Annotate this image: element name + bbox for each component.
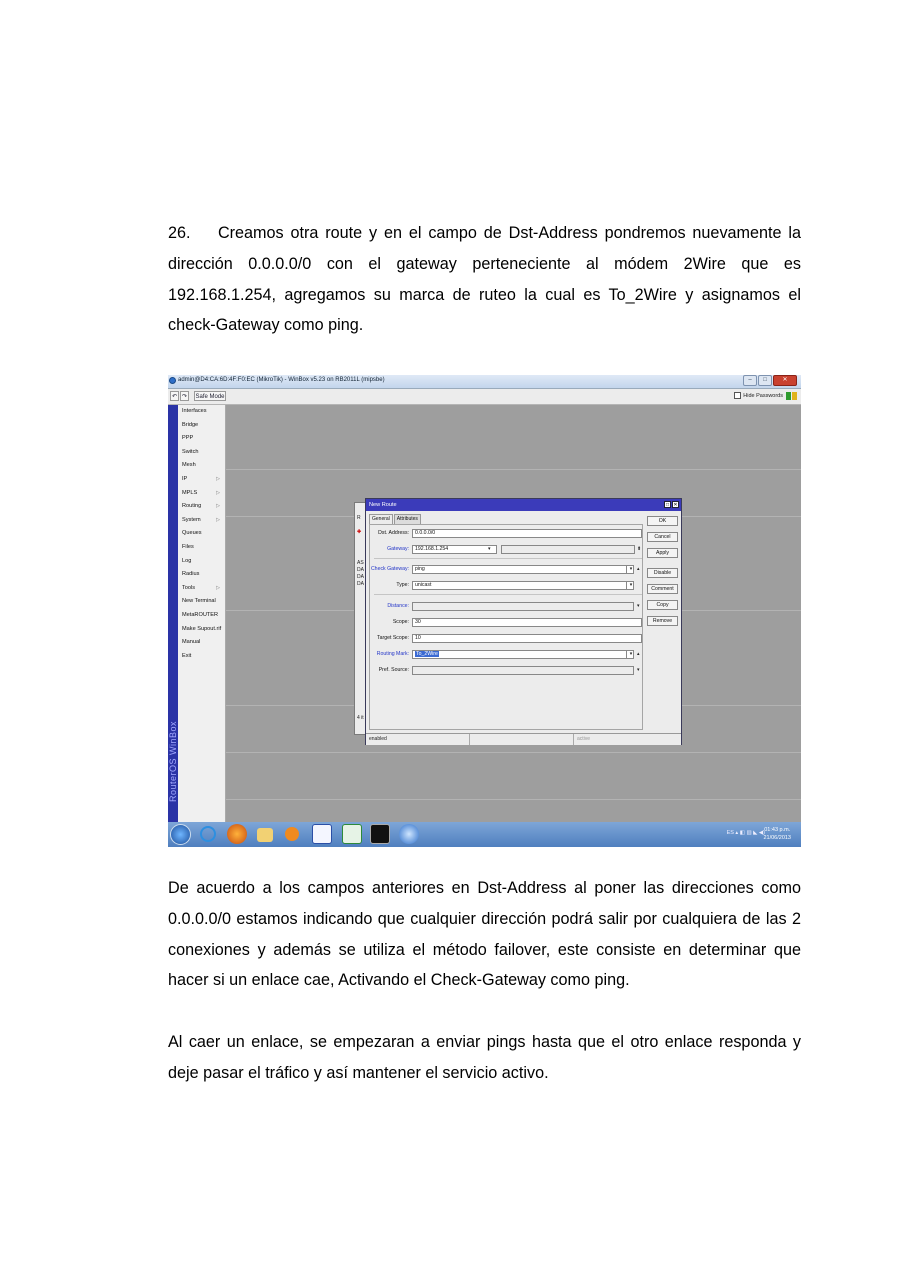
routing-mark-collapse-icon[interactable]: ▴ [637, 651, 640, 657]
dialog-title: New Route [366, 499, 681, 511]
add-icon[interactable]: ✚ [357, 529, 362, 535]
routing-mark-value: To_2Wire [416, 651, 438, 657]
windows-taskbar [168, 822, 801, 847]
menu-item-label: Exit [182, 652, 192, 659]
distance-label: Distance: [387, 603, 409, 609]
gateway-row [370, 545, 644, 554]
close-icon[interactable]: ✕ [773, 375, 797, 386]
menu-item-label: Make Supout.rif [182, 625, 222, 632]
check-gateway-row [370, 565, 644, 574]
new-route-dialog [365, 498, 682, 745]
media-player-icon[interactable] [285, 827, 299, 841]
gateway-sort-icon[interactable]: ⬍ [637, 546, 642, 552]
pref-source-dropdown-icon[interactable]: ▾ [637, 667, 640, 673]
menu-item[interactable] [178, 650, 225, 664]
brand-text: RouterOS WinBox [168, 720, 178, 802]
route-row-flag: DA [357, 567, 364, 573]
dst-address-label: Dst. Address: [378, 530, 409, 536]
remove-button[interactable]: Remove [647, 616, 678, 626]
minimize-icon[interactable]: – [743, 375, 757, 386]
distance-dropdown-icon[interactable]: ▾ [637, 603, 640, 609]
dialog-controls [664, 501, 679, 508]
desktop-divider [226, 799, 801, 800]
menu-item-label: Log [182, 557, 192, 564]
terminal-icon[interactable] [370, 824, 390, 844]
menu-item[interactable] [178, 609, 225, 623]
menu-item-label: Tools [182, 584, 196, 591]
menu-item-label: Files [182, 543, 194, 550]
distance-input[interactable] [412, 602, 634, 611]
undo-icon[interactable]: ↶ [170, 391, 179, 401]
check-gateway-collapse-icon[interactable]: ▴ [637, 566, 640, 572]
winbox-app-icon [169, 377, 176, 384]
type-label: Type: [396, 582, 409, 588]
safe-mode-button[interactable]: Safe Mode [194, 391, 226, 401]
gateway-dropdown-icon[interactable]: ▾ [488, 546, 491, 552]
menu-item[interactable] [178, 595, 225, 609]
check-gateway-label: Check Gateway: [370, 566, 409, 572]
desktop-divider [226, 752, 801, 753]
paragraph-failover: Al caer un enlace, se empezaran a enviar pings hasta que el otro enlace responda y deje pasar el tráfico y así mantener el servicio activo. [168, 1033, 801, 1082]
hide-passwords-checkbox[interactable] [734, 392, 783, 399]
submenu-arrow-icon: ▷ [216, 475, 220, 482]
routeros-brand-bar [168, 405, 178, 822]
target-scope-input[interactable]: 10 [412, 634, 642, 643]
menu-item[interactable] [178, 568, 225, 582]
window-title: admin@D4:CA:6D:4F:F0:EC (MikroTik) - WinBox v5.23 on RB2011L (mipsbe) [178, 377, 385, 383]
menu-item-label: Queues [182, 530, 202, 537]
submenu-arrow-icon: ▷ [216, 584, 220, 591]
menu-item-label: Radius [182, 571, 200, 578]
menu-item[interactable] [178, 636, 225, 650]
hide-passwords-label: Hide Passwords [743, 392, 783, 399]
submenu-arrow-icon: ▷ [216, 516, 220, 523]
routing-mark-select[interactable] [412, 650, 634, 659]
clock-date: 21/06/2013 [763, 835, 791, 841]
status-active: active [577, 736, 591, 742]
type-dropdown-icon[interactable]: ▾ [626, 581, 635, 590]
check-gateway-select[interactable]: ping [412, 565, 634, 574]
routing-mark-row [370, 650, 644, 659]
menu-item-label: Bridge [182, 421, 199, 428]
paragraph-step-26: 26. Creamos otra route y en el campo de Dst-Address pondremos nuevamente la dirección 0.0.0.0/0 con el gateway perteneciente al módem 2Wire que es 192.168.1.254, agregamos su marca de ruteo la cual es To_2Wire y asignamos el check-Gateway como ping. [168, 224, 801, 335]
status-middle [470, 734, 574, 745]
general-tab-panel [369, 524, 643, 730]
menu-item[interactable] [178, 487, 225, 501]
dialog-button-column [647, 516, 678, 632]
menu-item-label: IP [182, 475, 188, 482]
pref-source-row [370, 666, 644, 675]
winbox-screenshot [168, 375, 801, 847]
dialog-tabs [369, 514, 421, 524]
taskbar-clock [763, 826, 791, 842]
word-icon[interactable] [312, 824, 332, 844]
menu-item-label: System [182, 516, 201, 523]
internet-explorer-icon[interactable] [200, 826, 216, 842]
language-indicator: ES [726, 830, 734, 836]
scope-input[interactable]: 30 [412, 618, 642, 627]
menu-item-label: MPLS [182, 489, 198, 496]
menu-item[interactable] [178, 500, 225, 514]
target-scope-row [370, 634, 644, 643]
copy-button[interactable]: Copy [647, 600, 678, 610]
route-list-title-char: R [357, 515, 361, 521]
checkbox-icon[interactable] [734, 392, 741, 399]
menu-item[interactable] [178, 405, 225, 419]
pref-source-input[interactable] [412, 666, 634, 675]
menu-item-label: MetaROUTER [182, 611, 219, 618]
gateway-secondary-input[interactable] [501, 545, 635, 554]
menu-item[interactable] [178, 419, 225, 433]
submenu-arrow-icon: ▷ [216, 503, 220, 510]
start-icon[interactable] [170, 824, 191, 845]
menu-item[interactable] [178, 432, 225, 446]
menu-item-label: PPP [182, 435, 194, 442]
target-scope-label: Target Scope: [376, 635, 409, 641]
dst-address-input[interactable]: 0.0.0.0/0 [412, 529, 642, 538]
section-separator [374, 594, 642, 595]
clock-time: 01:43 p.m. [764, 827, 791, 833]
menu-item-label: Interfaces [182, 408, 207, 414]
menu-item[interactable] [178, 623, 225, 637]
routing-mark-label: Routing Mark: [376, 651, 409, 657]
status-enabled: enabled [366, 734, 470, 745]
menu-item-label: Routing [182, 503, 202, 510]
maximize-icon[interactable]: □ [758, 375, 772, 386]
toolbar [168, 389, 801, 405]
gateway-label: Gateway: [387, 546, 409, 552]
route-row-flag: AS [357, 560, 364, 566]
desktop-divider [226, 469, 801, 470]
window-titlebar [168, 375, 801, 389]
type-select[interactable]: unicast [412, 581, 634, 590]
scope-row [370, 618, 644, 627]
dialog-statusbar [366, 733, 681, 745]
tab-general[interactable]: General [369, 514, 393, 524]
close-icon[interactable]: ✕ [673, 502, 678, 508]
comment-button[interactable]: Comment [647, 584, 678, 594]
menu-item[interactable] [178, 514, 225, 528]
menu-item[interactable] [178, 473, 225, 487]
apply-button[interactable]: Apply [647, 548, 678, 558]
window-controls [743, 375, 797, 386]
folder-icon[interactable] [257, 828, 273, 842]
maximize-icon[interactable]: □ [665, 502, 670, 508]
paragraph-explanation: De acuerdo a los campos anteriores en Dst-Address al poner las direcciones como 0.0.0.0/0 estamos indicando que cualquier dirección podrá salir por cualquiera de las 2 conexiones y además se utiliza el método failover, este consiste en determinar que hacer si un enlace cae, Activando el Check-Gateway como ping. [168, 879, 801, 990]
main-menu [178, 405, 226, 822]
route-row-flag: DA [357, 581, 364, 587]
cancel-button[interactable]: Cancel [647, 532, 678, 542]
menu-item[interactable] [178, 527, 225, 541]
scope-label: Scope: [392, 619, 409, 625]
disable-button[interactable]: Disable [647, 568, 678, 578]
dst-address-row [370, 529, 644, 538]
tab-attributes[interactable]: Attributes [394, 514, 421, 524]
redo-icon[interactable]: ↷ [180, 391, 189, 401]
menu-item-label: Mesh [182, 462, 196, 469]
menu-item-label: Switch [182, 448, 199, 455]
route-row-flag: DA [357, 574, 364, 580]
check-gateway-dropdown-icon[interactable]: ▾ [626, 565, 635, 574]
section-separator [374, 558, 642, 559]
firefox-icon[interactable] [227, 824, 247, 844]
menu-item[interactable] [178, 459, 225, 473]
menu-item[interactable] [178, 582, 225, 596]
route-list-count: 4 it [357, 715, 364, 721]
menu-item-label: New Terminal [182, 598, 216, 605]
ok-button[interactable]: OK [647, 516, 678, 526]
excel-icon[interactable] [342, 824, 362, 844]
routing-mark-dropdown-icon[interactable]: ▾ [626, 650, 635, 659]
pref-source-label: Pref. Source: [378, 667, 409, 673]
menu-item-label: Manual [182, 639, 201, 646]
submenu-arrow-icon: ▷ [216, 489, 220, 496]
distance-row [370, 602, 644, 611]
menu-item[interactable] [178, 541, 225, 555]
winbox-taskbar-icon[interactable] [399, 824, 419, 844]
system-tray: ES ▴ ◧ ▥ ◣ ◀) [726, 830, 765, 836]
type-row [370, 581, 644, 590]
lock-icon [786, 392, 798, 400]
gateway-input[interactable]: 192.168.1.254 [412, 545, 497, 554]
menu-item[interactable] [178, 446, 225, 460]
menu-item[interactable] [178, 555, 225, 569]
